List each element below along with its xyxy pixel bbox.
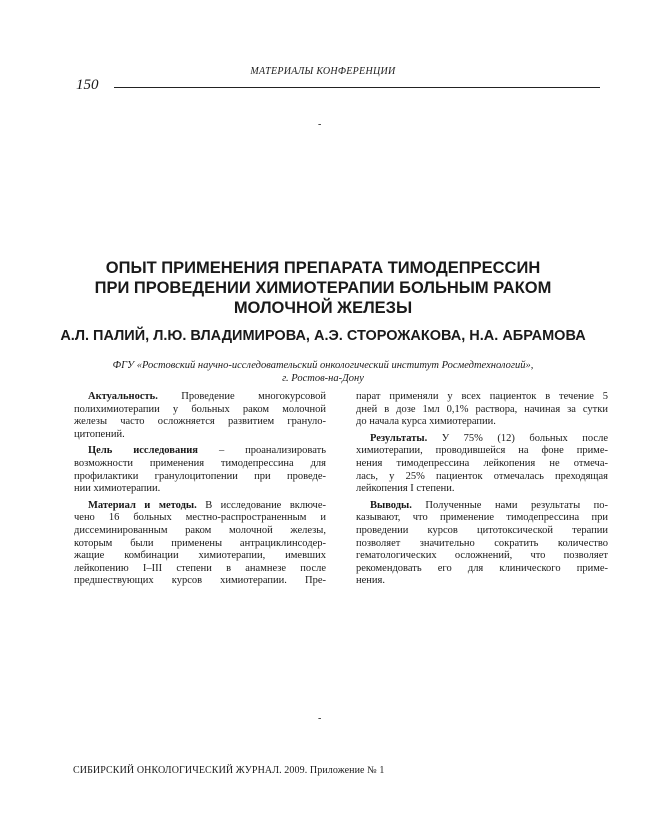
section-methods-continued bbox=[356, 391, 608, 429]
text-line: гематологических осложнений, что позволяет bbox=[356, 550, 608, 562]
text-line: дней в дозе 1мл 0,1% раствора, начиная за сутки bbox=[356, 403, 608, 415]
column-right bbox=[356, 391, 608, 588]
bottom-marker: - bbox=[318, 713, 322, 724]
text-line: нии химиотерапии. bbox=[74, 483, 161, 495]
text-line: Полученные нами результаты по- bbox=[425, 499, 608, 511]
title-line: ПРИ ПРОВЕДЕНИИ ХИМИОТЕРАПИИ БОЛЬНЫМ РАКОМ bbox=[94, 279, 552, 297]
text-line: позволяет значительно сократить количество bbox=[356, 537, 608, 549]
section-methods bbox=[74, 500, 326, 588]
text-line: казывают, что применение тимодепрессина при bbox=[356, 512, 608, 524]
text-line: цитопений. bbox=[74, 428, 125, 440]
section-heading: Актуальность. bbox=[88, 391, 158, 402]
text-line: предшествующих курсов химиотерапии. Пре- bbox=[74, 575, 326, 587]
top-marker: - bbox=[318, 119, 322, 130]
text-line: Проведение многокурсовой bbox=[181, 391, 326, 402]
text-line: химиотерапии, проводившейся на фоне приме- bbox=[356, 445, 608, 457]
affiliation bbox=[60, 359, 586, 385]
text-line: полихимиотерапии у больных раком молочной bbox=[74, 403, 326, 415]
text-line: диссеминированным раком молочной железы, bbox=[74, 524, 326, 536]
section-heading: Результаты. bbox=[370, 432, 428, 444]
section-results bbox=[356, 433, 608, 496]
text-line: лейкопению I–III степени в анамнезе после bbox=[74, 562, 326, 574]
text-line: У 75% (12) больных после bbox=[441, 432, 608, 444]
text-line: нения тимодепрессина лейкопения не отмеча- bbox=[356, 457, 608, 469]
text-line: до начала курса химиотерапии. bbox=[356, 416, 496, 428]
title-line: ОПЫТ ПРИМЕНЕНИЯ ПРЕПАРАТА ТИМОДЕПРЕССИН bbox=[105, 259, 541, 277]
text-line: профилактики гранулоцитопении при проведе- bbox=[74, 470, 326, 482]
section-relevance bbox=[74, 391, 326, 441]
text-line: железы часто осложняется развитием грануло- bbox=[74, 416, 326, 428]
text-line: парат применяли у всех пациенток в течение 5 bbox=[356, 391, 608, 402]
affiliation-line: ФГУ «Ростовский научно-исследовательский онкологический институт Росмедтехнологий», bbox=[112, 360, 534, 371]
section-heading: Цель исследования bbox=[88, 445, 198, 457]
article-title bbox=[60, 258, 586, 318]
text-line: которым были применены антрациклинсодер- bbox=[74, 537, 326, 549]
text-line: жащие комбинации химиотерапии, имевших bbox=[74, 550, 326, 562]
column-left bbox=[74, 391, 326, 588]
page-number: 150 bbox=[76, 77, 99, 93]
text-line: возможности применения тимодепрессина для bbox=[74, 457, 326, 469]
header-rule bbox=[114, 87, 600, 88]
section-heading: Выводы. bbox=[370, 499, 412, 511]
text-line: лейкопения I степени. bbox=[356, 483, 455, 495]
affiliation-line: г. Ростов-на-Дону bbox=[282, 373, 364, 384]
text-line: – проанализировать bbox=[218, 445, 326, 457]
text-line: проведении курсов цитотоксической терапии bbox=[356, 524, 608, 536]
running-header-section: МАТЕРИАЛЫ КОНФЕРЕНЦИИ bbox=[250, 66, 396, 77]
journal-footer: СИБИРСКИЙ ОНКОЛОГИЧЕСКИЙ ЖУРНАЛ. 2009. Приложение № 1 bbox=[73, 765, 385, 776]
text-line: чено 16 больных местно-распространенным и bbox=[74, 512, 326, 524]
title-line: МОЛОЧНОЙ ЖЕЛЕЗЫ bbox=[233, 299, 413, 317]
section-conclusions bbox=[356, 500, 608, 588]
text-line: лась, у 25% пациенток отмечалась преходящая bbox=[356, 470, 608, 482]
text-line: В исследование включе- bbox=[205, 499, 326, 511]
author-list: А.Л. ПАЛИЙ, Л.Ю. ВЛАДИМИРОВА, А.Э. СТОРОЖАКОВА, Н.А. АБРАМОВА bbox=[60, 328, 586, 344]
section-aim bbox=[74, 445, 326, 495]
section-heading: Материал и методы. bbox=[88, 499, 197, 511]
text-line: рекомендовать его для клинического приме- bbox=[356, 562, 608, 574]
text-line: нения. bbox=[356, 575, 385, 587]
